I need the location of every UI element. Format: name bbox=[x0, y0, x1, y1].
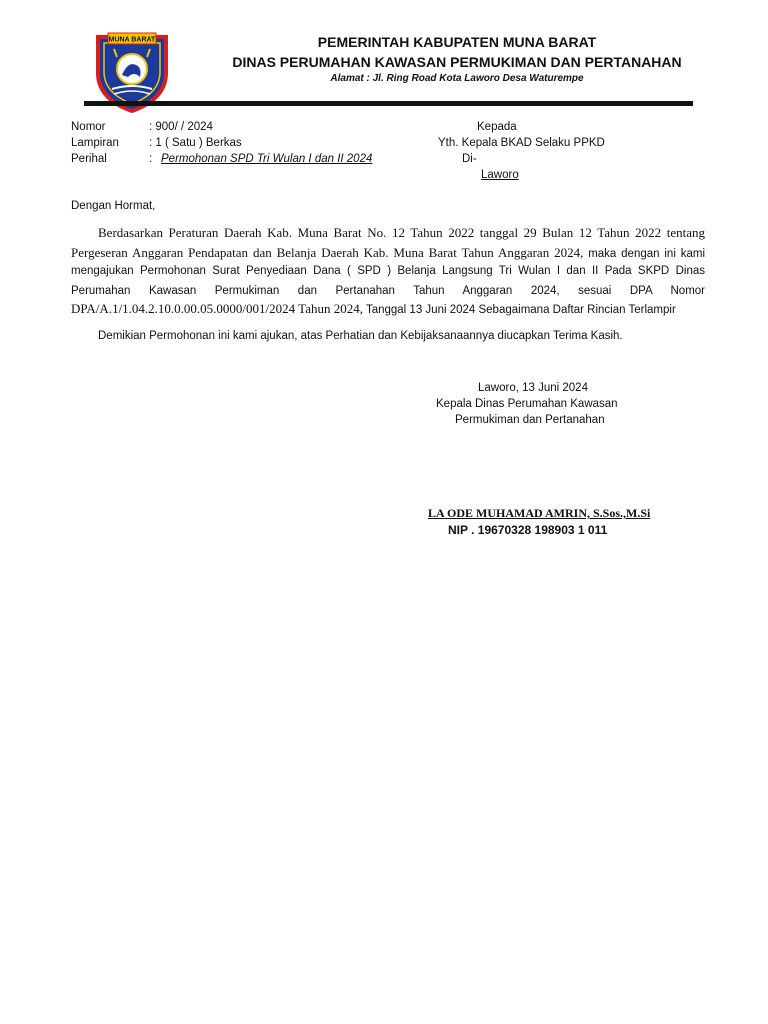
paragraph-dpa-part: DPA/A.1/1.04.2.10.0.00.05.0000/001/2024 Tahun 2024, bbox=[71, 301, 363, 316]
main-paragraph bbox=[71, 224, 705, 320]
lampiran-label: Lampiran bbox=[71, 137, 119, 149]
logo-banner-text: MUNA BARAT bbox=[108, 36, 156, 44]
kepada-label: Kepada bbox=[477, 121, 517, 133]
department-heading: DINAS PERUMAHAN KAWASAN PERMUKIMAN DAN PERTANAHAN bbox=[232, 54, 682, 70]
recipient-title: Yth. Kepala BKAD Selaku PPKD bbox=[438, 137, 605, 149]
header-divider bbox=[84, 101, 693, 106]
greeting: Dengan Hormat, bbox=[71, 200, 156, 212]
recipient-place: Laworo bbox=[481, 169, 519, 181]
perihal-label: Perihal bbox=[71, 153, 107, 165]
nomor-value: : 900/ / 2024 bbox=[149, 121, 213, 133]
signer-title-line1: Kepala Dinas Perumahan Kawasan bbox=[436, 398, 618, 410]
closing-paragraph: Demikian Permohonan ini kami ajukan, atas Perhatian dan Kebijaksanaannya diucapkan Terima Kasih. bbox=[98, 330, 623, 342]
letter-body bbox=[71, 224, 705, 320]
paragraph-closing-part: Tanggal 13 Juni 2024 Sebagaimana Daftar Rincian Terlampir bbox=[362, 304, 676, 316]
signer-name: LA ODE MUHAMAD AMRIN, S.Sos.,M.Si bbox=[428, 506, 651, 520]
lampiran-value: : 1 ( Satu ) Berkas bbox=[149, 137, 242, 149]
paragraph-serif-part: Berdasarkan Peraturan Daerah Kab. Muna Barat No. 12 Tahun 2022 tanggal 29 Bulan 12 Tahun 2022 tentang Pergeseran Anggaran Pendapatan dan Belanja Daerah Kab. Muna Barat Tahun Anggaran 2024, bbox=[71, 225, 705, 260]
perihal-value: Permohonan SPD Tri Wulan I dan II 2024 bbox=[161, 153, 373, 165]
nomor-label: Nomor bbox=[71, 121, 106, 133]
place-date: Laworo, 13 Juni 2024 bbox=[478, 382, 588, 394]
government-heading: PEMERINTAH KABUPATEN MUNA BARAT bbox=[317, 34, 597, 50]
address-line: Alamat : Jl. Ring Road Kota Laworo Desa Waturempe bbox=[330, 73, 584, 84]
signer-nip: NIP . 19670328 198903 1 011 bbox=[448, 523, 608, 537]
recipient-di: Di- bbox=[462, 153, 477, 165]
perihal-colon: : bbox=[149, 153, 153, 165]
signer-title-line2: Permukiman dan Pertanahan bbox=[455, 414, 605, 426]
paragraph-sans-part: maka dengan ini kami mengajukan Permohonan Surat Penyediaan Dana ( SPD ) Belanja Langsung Tri Wulan I dan II Pada SKPD Dinas Perumahan Kawasan Permukiman dan Pertanahan Tahun Anggaran 2024, sesuai DPA Nomor bbox=[71, 247, 706, 297]
